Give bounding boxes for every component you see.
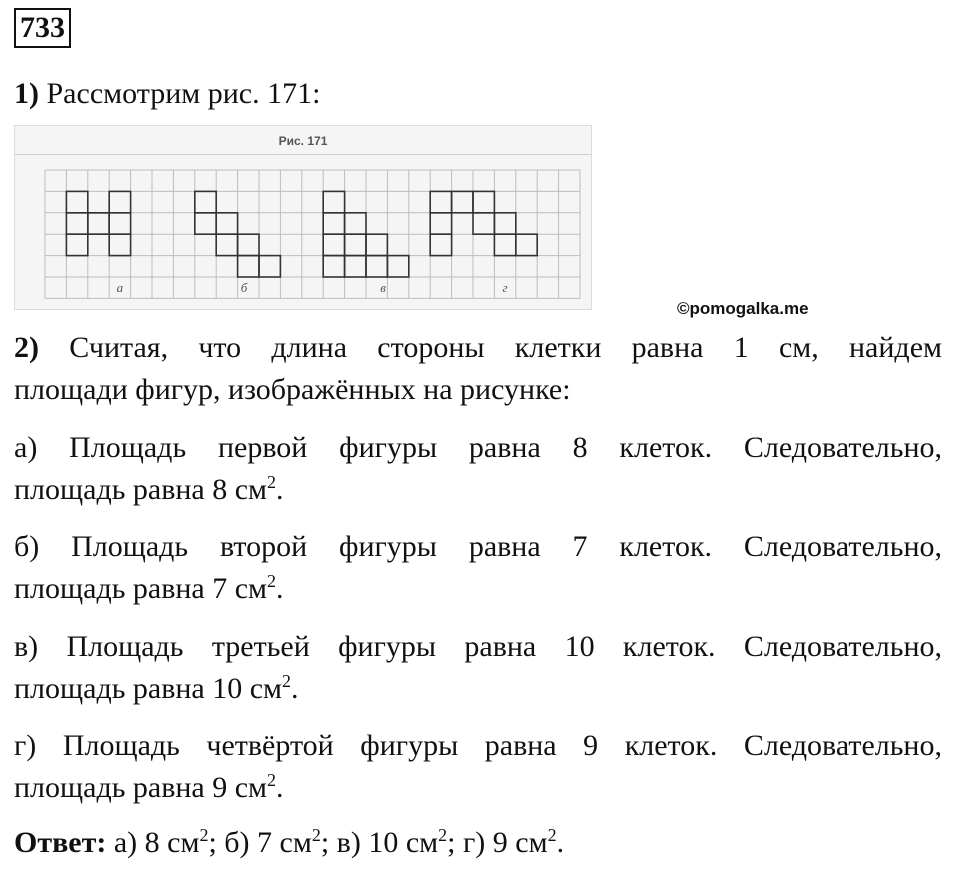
figure-cell [430, 213, 451, 234]
figure-cell [195, 191, 216, 212]
figure-cell [109, 213, 130, 234]
figure-cell [66, 234, 87, 255]
figure-cell [323, 191, 344, 212]
figure-cell [452, 191, 473, 212]
part2-text1: Считая, что длина стороны клетки равна 1 см, найдем [39, 331, 942, 364]
figure-a [66, 191, 130, 255]
figure-cell [494, 213, 515, 234]
figure-label: г [502, 279, 508, 295]
figure-171 [14, 125, 592, 310]
item-g-line2: площадь равна 9 $см^2$. [14, 770, 284, 804]
figure-title: Рис. 171 [278, 134, 328, 148]
figure-cell [109, 234, 130, 255]
figure-cell [88, 213, 109, 234]
intro-text: Рассмотрим рис. 171: [39, 77, 321, 110]
figure-cell [345, 234, 366, 255]
figure-cell [66, 191, 87, 212]
figure-cell [430, 191, 451, 212]
item-b-line1: б) Площадь второй фигуры равна 7 клеток. Следовательно, [14, 530, 942, 563]
item-a-line2: площадь равна 8 $см^2$. [14, 472, 284, 506]
figure-labels [117, 280, 508, 295]
figure-cell [430, 234, 451, 255]
figure-cell [109, 191, 130, 212]
intro-number: 1) [14, 77, 39, 110]
answer-line: Ответ: а) 8 $см^2$; б) 7 $см^2$; в) 10 $см^2$; г) 9 $см^2$. [14, 825, 565, 859]
figure-cell [216, 234, 237, 255]
figure-g [430, 191, 537, 255]
problem-number: 733 [14, 8, 71, 48]
figure-cell [259, 256, 280, 277]
figure-label: в [380, 279, 386, 295]
watermark: ©pomogalka.me [677, 299, 809, 318]
part2-line1 [14, 328, 942, 368]
figure-cell [366, 234, 387, 255]
figure-cell [473, 191, 494, 212]
figure-label: б [240, 279, 248, 295]
figure-cell [494, 234, 515, 255]
intro-line [14, 74, 942, 114]
figure-cell [238, 234, 259, 255]
item-v-line1: в) Площадь третьей фигуры равна 10 клеток. Следовательно, [14, 630, 942, 663]
figure-grid-svg [15, 126, 591, 309]
part2-number: 2) [14, 331, 39, 364]
figure-cell [323, 256, 344, 277]
figure-cell [387, 256, 408, 277]
figure-cell [88, 213, 109, 234]
figure-cell [66, 213, 87, 234]
figure-cell [516, 234, 537, 255]
item-b-line2: площадь равна 7 $см^2$. [14, 571, 284, 605]
figure-cell [323, 234, 344, 255]
figure-cell [238, 256, 259, 277]
figure-cell [345, 256, 366, 277]
figure-cell [195, 213, 216, 234]
item-g-line1: г) Площадь четвёртой фигуры равна 9 клеток. Следовательно, [14, 729, 942, 762]
figure-cell [216, 213, 237, 234]
figure-cell [366, 256, 387, 277]
figure-cell [473, 213, 494, 234]
item-v-line2: площадь равна 10 $см^2$. [14, 671, 299, 705]
figure-label: а [116, 279, 124, 295]
figure-cell [323, 213, 344, 234]
answer-label: Ответ: [14, 826, 107, 859]
item-a-line1: а) Площадь первой фигуры равна 8 клеток. Следовательно, [14, 431, 942, 464]
part2-line2: площади фигур, изображённых на рисунке: [14, 373, 571, 406]
figure-cell [345, 213, 366, 234]
